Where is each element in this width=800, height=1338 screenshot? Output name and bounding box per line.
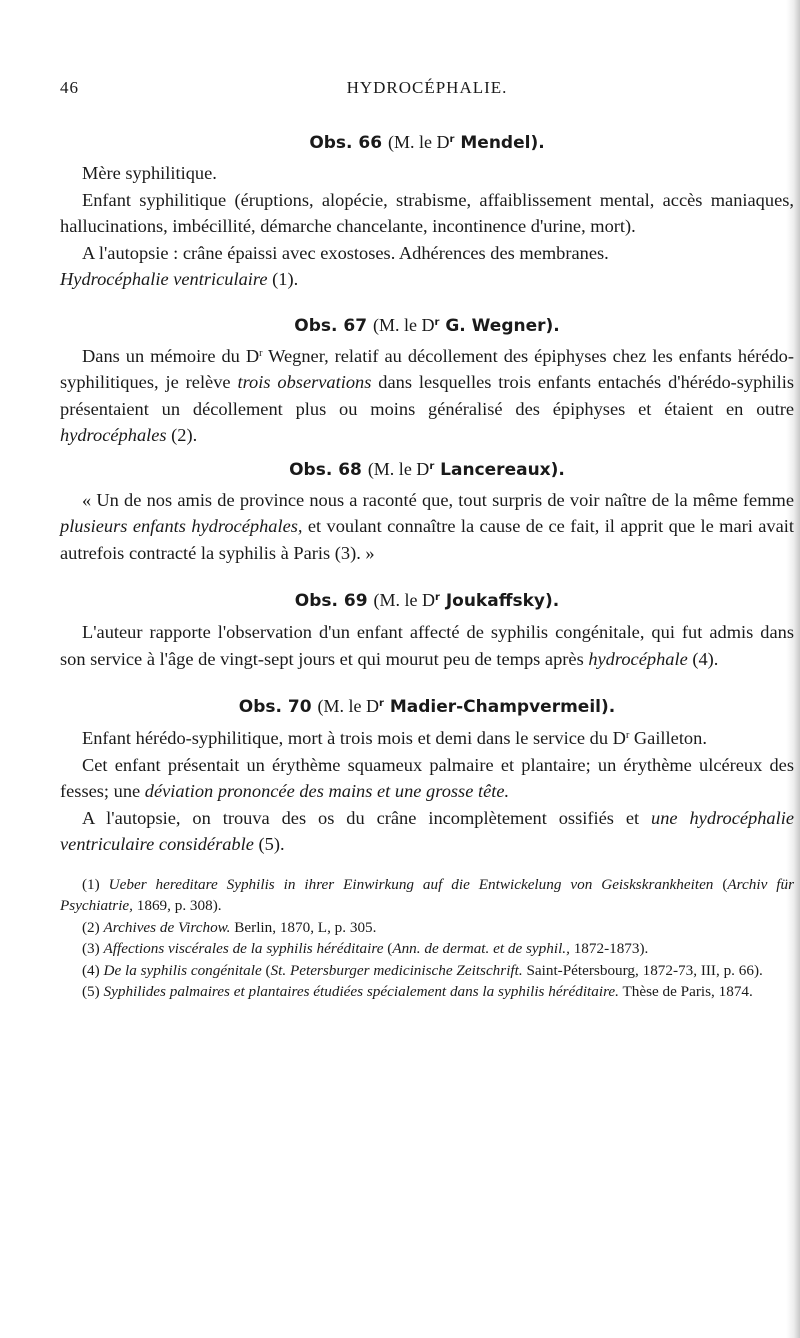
footnote-2: (2) Archives de Virchow. Berlin, 1870, L, p. 305. [82,918,377,936]
obs-69-label: Obs. 69 [294,591,368,611]
page-number: 46 [60,78,79,97]
footnote-3: (3) Affections viscérales de la syphilis héréditaire (Ann. de dermat. et de syphil., 1872-1873). [82,940,649,957]
obs-66-heading: Obs. 66 (M. le $D^r$ Mendel). [309,132,545,153]
obs-67-paragraph: Dans un mémoire du $D^r$ Wegner, relatif au décollement des épiphyses chez les enfants hérédo-syphilitiques, je relève trois observations dans lesquelles trois enfants entachés d'hérédo-syphilis présentaient un décollement plus ou moins généralisé des épiphyses et étaient en outre hydrocéphales (2). [60,345,794,445]
obs-69-author: Joukaffsky). [445,591,560,611]
footnote-1: (1) Ueber hereditare Syphilis in ihrer Einwirkung auf die Entwickelung von Geiskskrankheiten (Archiv für Psychiatrie, 1869, p. 308). [60,875,794,914]
obs-66-paragraph-2: Enfant syphilitique (éruptions, alopécie, strabisme, affaiblissement mental, accès maniaques, hallucinations, imbécillité, démarche chancelante, incontinence d'urine, mort). [60,189,794,236]
obs-70-heading: Obs. 70 (M. le $D^r$ Madier-Champvermeil). [238,696,616,717]
obs-66-label: Obs. 66 [309,133,383,153]
obs-70-author: Madier-Champvermeil). [389,697,616,717]
obs-66-paragraph-1: Mère syphilitique. [82,163,217,183]
footnote-5: (5) Syphilides palmaires et plantaires étudiées spécialement dans la syphilis héréditaire. Thèse de Paris, 1874. [82,983,753,1000]
running-head [60,78,794,108]
footnote-4: (4) De la syphilis congénitale (St. Petersburger medicinische Zeitschrift. Saint-Pétersbourg, 1872-73, III, p. 66). [82,961,763,979]
obs-70-paragraph-3: A l'autopsie, on trouva des os du crâne incomplètement ossifiés et une hydrocéphalie ventriculaire considérable (5). [60,807,794,854]
obs-68-heading: Obs. 68 (M. le $D^r$ Lancereaux). [289,458,565,480]
obs-69-heading: Obs. 69 (M. le $D^r$ Joukaffsky). [294,590,560,611]
obs-69-paragraph: L'auteur rapporte l'observation d'un enfant affecté de syphilis congénitale, qui fut admis dans son service à l'âge de vingt-sept jours et qui mourut peu de temps après hydrocéphale (4). [60,622,794,669]
obs-67-label: Obs. 67 [294,315,368,336]
footnotes [60,874,794,1003]
obs-68-paragraph: « Un de nos amis de province nous a raconté que, tout surpris de voir naître de la même femme plusieurs enfants hydrocéphales, et voulant connaître la cause de ce fait, il apprit que le mari avait autrefois contracté la syphilis à Paris (3). » [60,489,794,563]
running-title: HYDROCÉPHALIE. [346,78,508,97]
obs-66-author: Mendel). [460,133,545,153]
obs-68-author: Lancereaux). [440,459,565,480]
obs-70-paragraph-2: Cet enfant présentait un érythème squameux palmaire et plantaire; un érythème ulcéreux des fesses; une déviation prononcée des mains et une grosse tête. [60,754,794,801]
book-page [60,78,794,1003]
obs-66-paragraph-3: A l'autopsie : crâne épaissi avec exostoses. Adhérences des membranes. Hydrocéphalie ventriculaire (1). [60,242,609,289]
obs-68-label: Obs. 68 [289,459,362,480]
obs-67-author: G. Wegner). [445,315,560,336]
obs-67-heading: Obs. 67 (M. le $D^r$ G. Wegner). [294,314,560,336]
obs-70-label: Obs. 70 [238,697,312,717]
obs-70-paragraph-1: Enfant hérédo-syphilitique, mort à trois mois et demi dans le service du $D^r$ Gailleton. [82,728,707,748]
